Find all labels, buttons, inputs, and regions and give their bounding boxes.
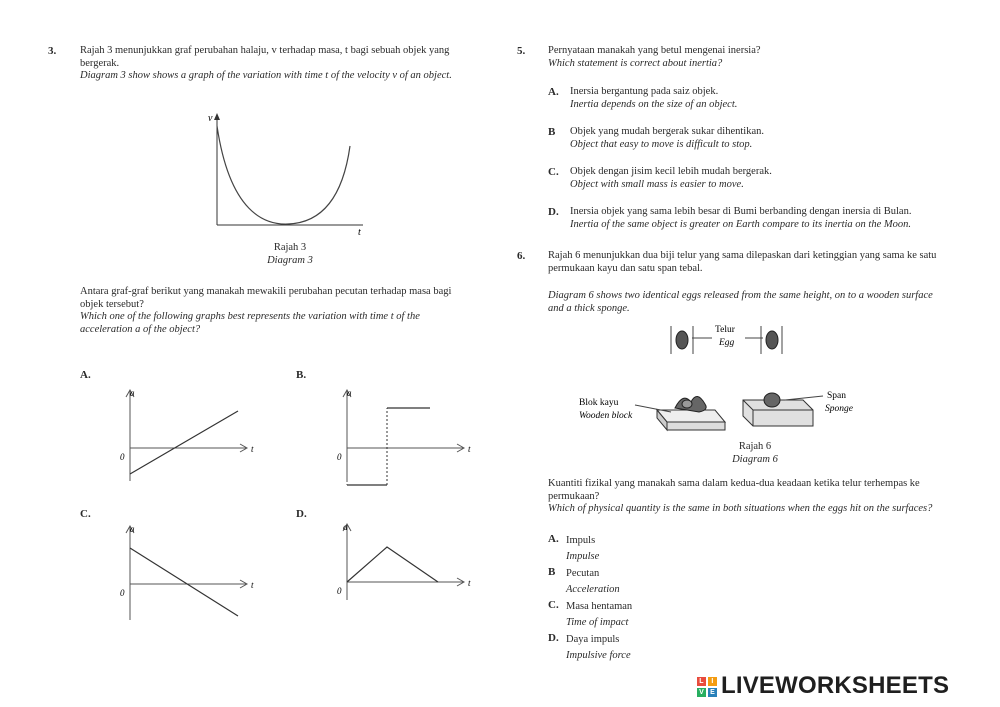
- question-3-number: 3.: [48, 45, 57, 57]
- q5-option-c[interactable]: Objek dengan jisim kecil lebih mudah bergerak. Object with small mass is easier to move.: [570, 166, 772, 190]
- block-label-en: Wooden block: [579, 411, 633, 421]
- q6-option-a[interactable]: Impuls Impulse: [566, 535, 600, 562]
- egg-label-en: Egg: [719, 338, 735, 348]
- acceleration-line: [130, 548, 238, 616]
- a-axis-label: a: [343, 522, 348, 532]
- sponge-label-ms: Span: [827, 391, 846, 401]
- q5-option-a-letter[interactable]: A.: [548, 86, 559, 98]
- sponge-label-en: Sponge: [825, 404, 853, 414]
- origin-label: 0: [337, 452, 342, 462]
- q3-option-c-graph[interactable]: [118, 522, 263, 622]
- q3-option-c-letter[interactable]: C.: [80, 508, 91, 520]
- logo-text: LIVEWORKSHEETS: [721, 672, 950, 699]
- q5-option-c-letter[interactable]: C.: [548, 166, 559, 178]
- left-egg-icon: [671, 326, 693, 354]
- question-5-number: 5.: [517, 45, 526, 57]
- q3-option-b-letter[interactable]: B.: [296, 369, 307, 381]
- velocity-time-graph: [200, 108, 380, 238]
- question-6-prompt: Kuantiti fizikal yang manakah sama dalam kedua-dua keadaan ketika telur terhempas ke permukaan? Which of physical quantity is the same in both situations when the eggs hit on the surfaces?: [548, 478, 933, 514]
- q6-option-d-letter[interactable]: D.: [548, 632, 559, 644]
- egg-drop-diagram: [575, 318, 875, 443]
- q5-option-b[interactable]: Objek yang mudah bergerak sukar dihentikan. Object that easy to move is difficult to stop.: [570, 126, 764, 150]
- q6-option-b[interactable]: Pecutan Acceleration: [566, 568, 620, 595]
- a-axis-label: a: [130, 388, 135, 398]
- q5-option-d-letter[interactable]: D.: [548, 206, 559, 218]
- t-axis-label: t: [468, 578, 471, 588]
- q6-option-c-letter[interactable]: C.: [548, 599, 559, 611]
- egg-label-ms: Telur: [715, 325, 735, 335]
- a-axis-label: a: [130, 524, 135, 534]
- origin-label: 0: [337, 586, 342, 596]
- v-axis-label: v: [208, 113, 213, 124]
- origin-label: 0: [120, 452, 125, 462]
- right-egg-icon: [761, 326, 782, 354]
- question-6-number: 6.: [517, 250, 526, 262]
- q6-option-c[interactable]: Masa hentaman Time of impact: [566, 601, 633, 628]
- origin-label: 0: [120, 588, 125, 598]
- q3-option-d-letter[interactable]: D.: [296, 508, 307, 520]
- t-axis-label: t: [358, 227, 361, 238]
- liveworksheets-logo[interactable]: [697, 672, 949, 700]
- question-3-text: Rajah 3 menunjukkan graf perubahan halaju, v terhadap masa, t bagi sebuah objek yang bergerak. Diagram 3 show shows a graph of the variation with time t of the velocity v of an object.: [80, 45, 452, 81]
- t-axis-label: t: [251, 580, 254, 590]
- question-3-prompt: Antara graf-graf berikut yang manakah mewakili perubahan pecutan terhadap masa bagi objek tersebut? Which one of the following graphs best represents the variation with time t of the acceleration a of the object?: [80, 286, 452, 335]
- diagram-3-caption: Rajah 3 Diagram 3: [267, 242, 313, 266]
- t-axis-label: t: [251, 444, 254, 454]
- q5-option-b-letter[interactable]: B: [548, 126, 556, 138]
- q3-option-d-graph[interactable]: [335, 520, 480, 605]
- diagram-6-caption: Rajah 6 Diagram 6: [732, 441, 778, 465]
- question-5-text: Pernyataan manakah yang betul mengenai inersia? Which statement is correct about inertia?: [548, 45, 761, 69]
- acceleration-line: [347, 547, 438, 582]
- wooden-block-icon: [657, 396, 725, 430]
- q5-option-a[interactable]: Inersia bergantung pada saiz objek. Inertia depends on the size of an object.: [570, 86, 738, 110]
- q3-option-a-graph[interactable]: [118, 386, 263, 486]
- acceleration-line: [130, 411, 238, 474]
- sponge-leader: [785, 396, 823, 400]
- t-axis-label: t: [468, 444, 471, 454]
- liveworksheets-logo-icon: L I V E: [697, 677, 717, 697]
- question-6-text-en: Diagram 6 shows two identical eggs released from the same height, on to a wooden surface and a thick sponge.: [548, 290, 933, 314]
- block-label-ms: Blok kayu: [579, 398, 619, 408]
- q6-option-b-letter[interactable]: B: [548, 566, 556, 578]
- block-leader: [635, 405, 671, 412]
- q3-option-a-letter[interactable]: A.: [80, 369, 91, 381]
- velocity-curve: [217, 126, 350, 224]
- a-axis-label: a: [347, 388, 352, 398]
- q5-option-d[interactable]: Inersia objek yang sama lebih besar di Bumi berbanding dengan inersia di Bulan. Inertia of the same object is greater on Earth compare to its inertia on the Moon.: [570, 206, 912, 230]
- q3-option-b-graph[interactable]: [335, 386, 480, 486]
- q6-option-d[interactable]: Daya impuls Impulsive force: [566, 634, 631, 661]
- q6-option-a-letter[interactable]: A.: [548, 533, 559, 545]
- question-6-text: Rajah 6 menunjukkan dua biji telur yang sama dilepaskan dari ketinggian yang sama ke satu permukaan kayu dan satu span tebal.: [548, 250, 937, 274]
